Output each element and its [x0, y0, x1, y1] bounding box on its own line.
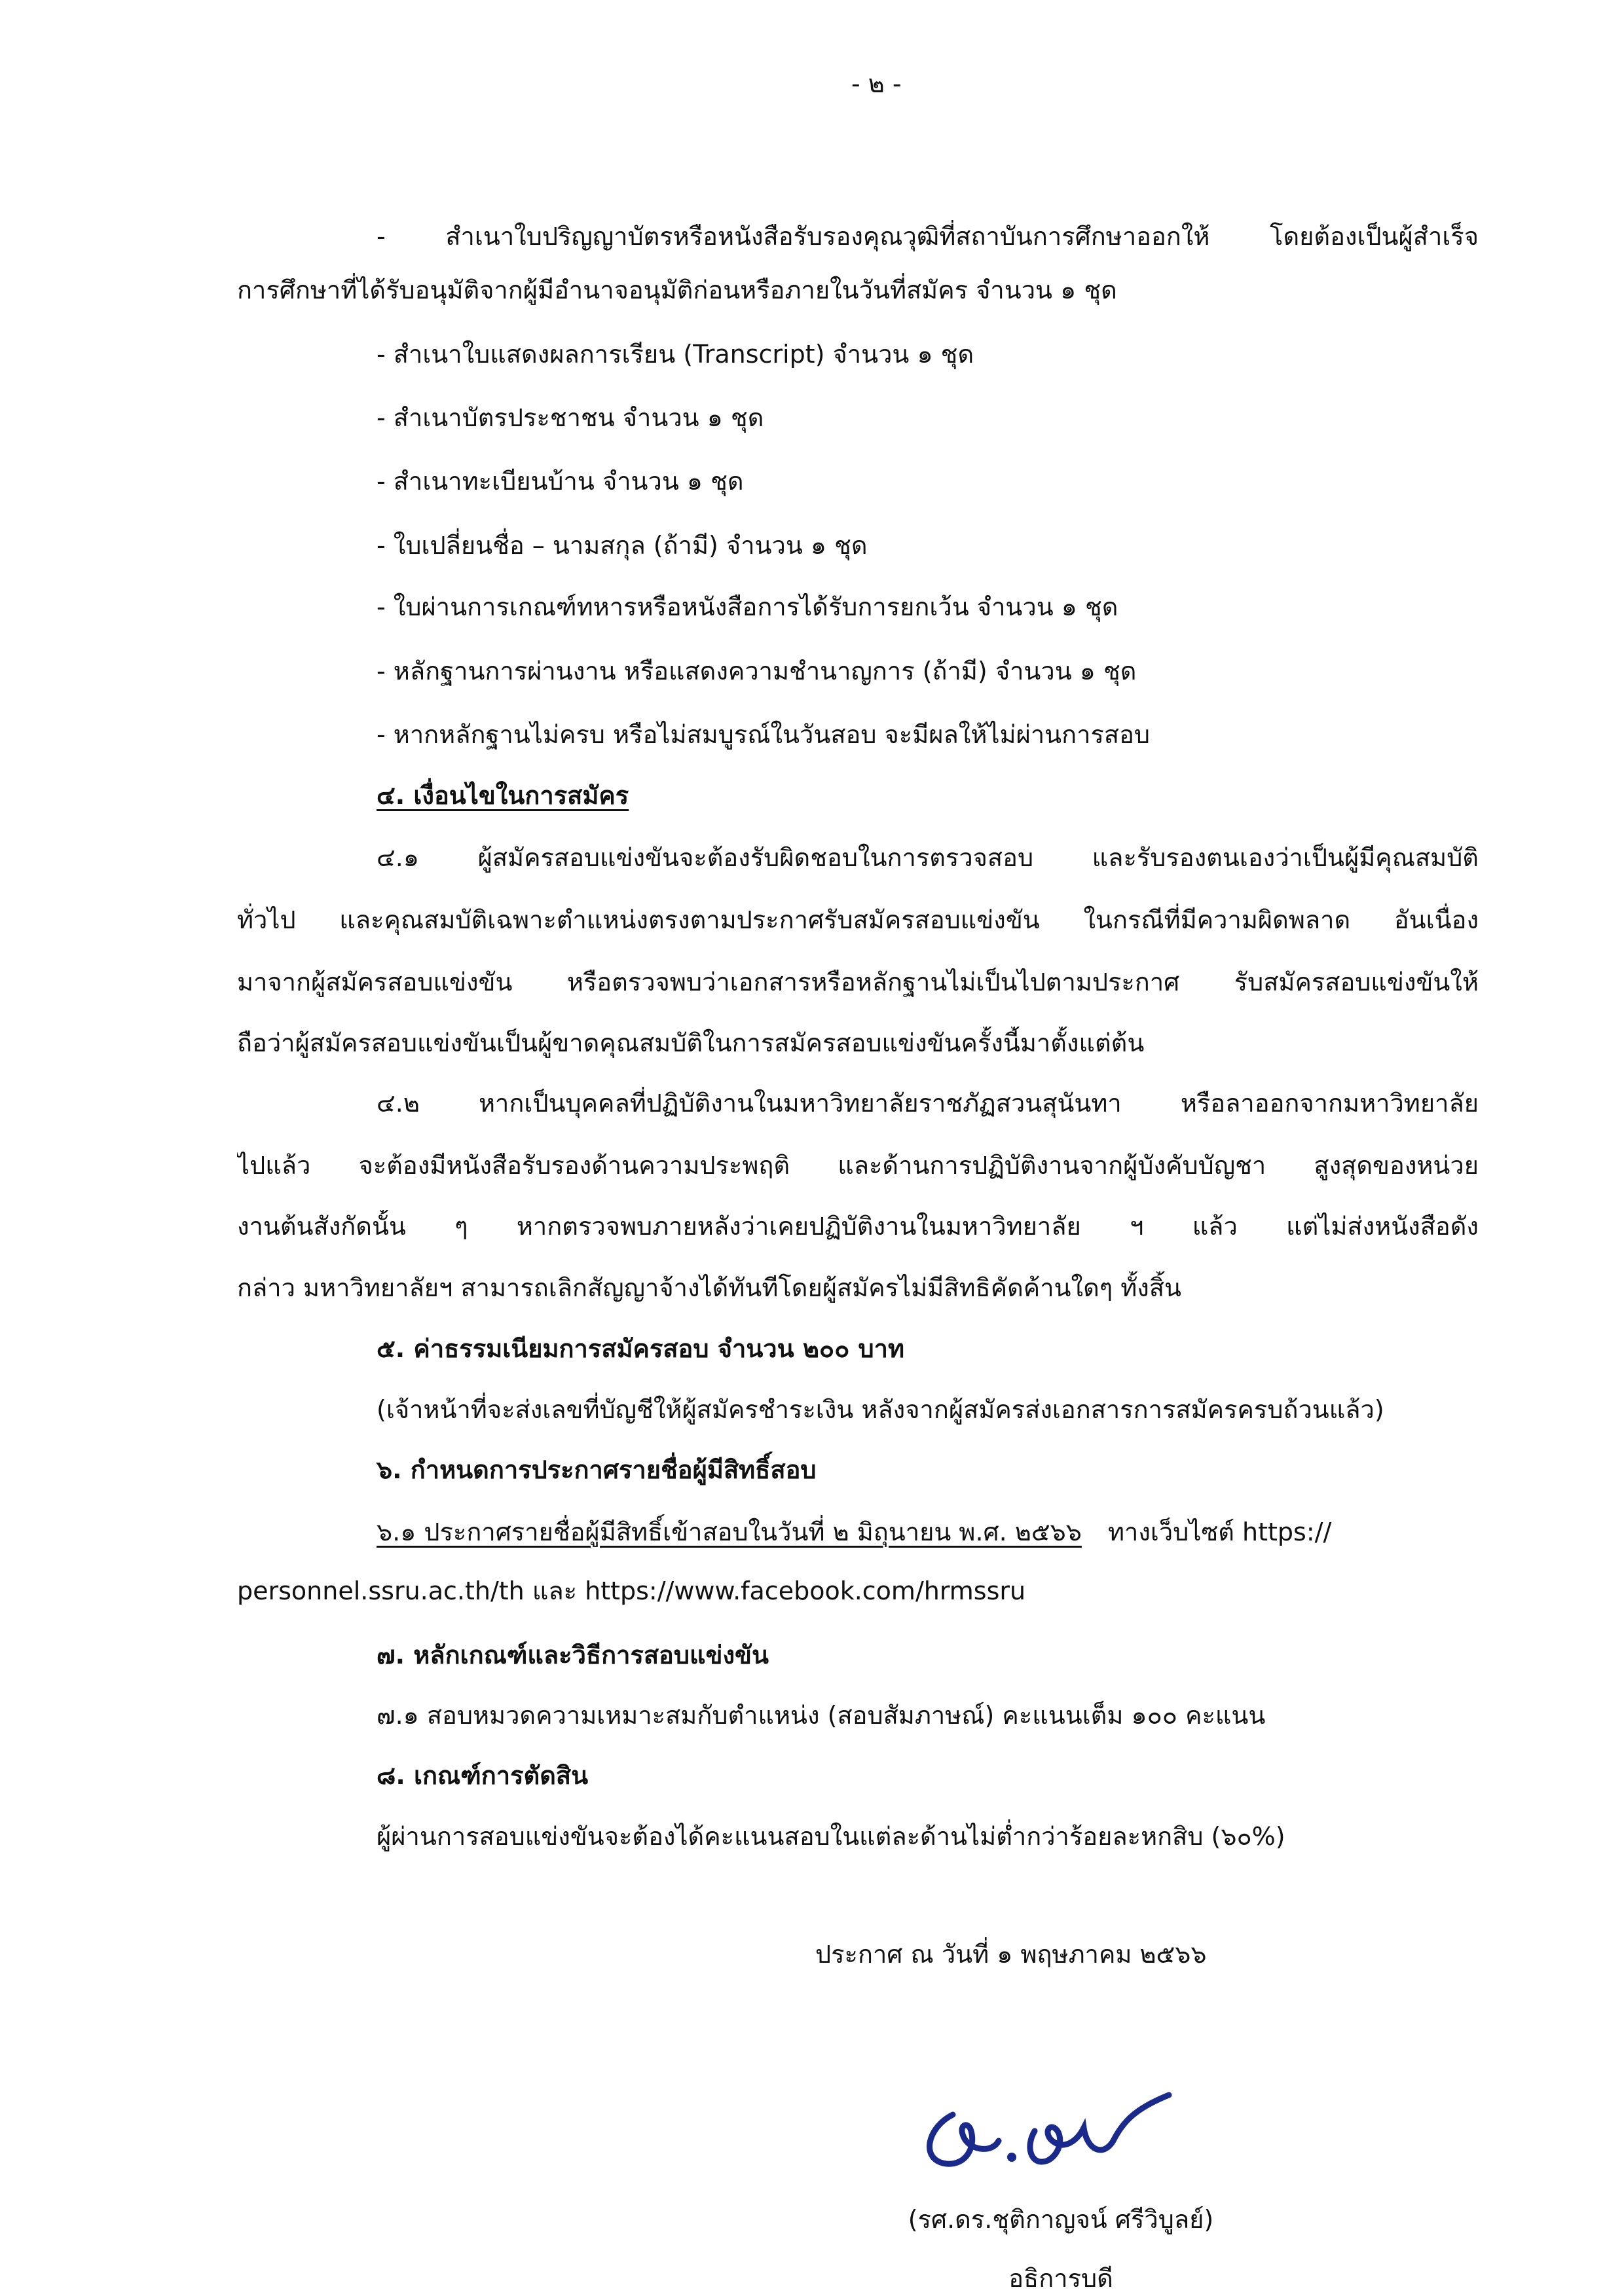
- doc-item: - สำเนาใบแสดงผลการเรียน (Transcript) จำนวน ๑ ชุด: [377, 340, 974, 369]
- doc-item: - หลักฐานการผ่านงาน หรือแสดงความชำนาญการ (ถ้ามี) จำนวน ๑ ชุด: [377, 657, 1137, 685]
- announcement-date: ประกาศ ณ วันที่ ๑ พฤษภาคม ๒๕๖๖: [815, 1940, 1207, 1969]
- docs-intro-line-1: - สำเนาใบปริญญาบัตรหรือหนังสือรับรองคุณวุฒิที่สถาบันการศึกษาออกให้ โดยต้องเป็นผู้สำเร็จ: [377, 222, 1479, 251]
- section-5-note: (เจ้าหน้าที่จะส่งเลขที่บัญชีให้ผู้สมัครชำระเงิน หลังจากผู้สมัครส่งเอกสารการสมัครครบถ้วนแล้ว): [377, 1395, 1384, 1424]
- signer-name: (รศ.ดร.ชุติกาญจน์ ศรีวิบูลย์): [908, 2205, 1214, 2234]
- section-6-heading: ๖. กำหนดการประกาศรายชื่อผู้มีสิทธิ์สอบ: [377, 1455, 817, 1484]
- doc-item: - ใบผ่านการเกณฑ์ทหารหรือหนังสือการได้รับการยกเว้น จำนวน ๑ ชุด: [377, 592, 1118, 621]
- section-4-2-line: กล่าว มหาวิทยาลัยฯ สามารถเลิกสัญญาจ้างได้ทันทีโดยผู้สมัครไม่มีสิทธิคัดค้านใดๆ ทั้งสิ้น: [237, 1273, 1182, 1302]
- section-4-2-line: งานต้นสังกัดนั้น ๆ หากตรวจพบภายหลังว่าเคยปฏิบัติงานในมหาวิทยาลัย ฯ แล้ว แต่ไม่ส่งหนังสือดัง: [237, 1212, 1479, 1241]
- doc-item: - สำเนาบัตรประชาชน จำนวน ๑ ชุด: [377, 403, 764, 432]
- section-4-2-line: ไปแล้ว จะต้องมีหนังสือรับรองด้านความประพฤติ และด้านการปฏิบัติงานจากผู้บังคับบัญชา สูงสุดของหน่วย: [237, 1151, 1479, 1180]
- doc-item: - หากหลักฐานไม่ครบ หรือไม่สมบูรณ์ในวันสอบ จะมีผลให้ไม่ผ่านการสอบ: [377, 720, 1151, 749]
- section-4-2-line: ๔.๒ หากเป็นบุคคลที่ปฏิบัติงานในมหาวิทยาลัยราชภัฏสวนสุนันทา หรือลาออกจากมหาวิทยาลัย: [377, 1089, 1479, 1118]
- signature-image: [913, 2069, 1215, 2180]
- section-4-1-line: มาจากผู้สมัครสอบแข่งขัน หรือตรวจพบว่าเอกสารหรือหลักฐานไม่เป็นไปตามประกาศ รับสมัครสอบแข่งขันให้: [237, 968, 1479, 996]
- section-7-heading: ๗. หลักเกณฑ์และวิธีการสอบแข่งขัน: [377, 1641, 769, 1669]
- section-4-1-line: ๔.๑ ผู้สมัครสอบแข่งขันจะต้องรับผิดชอบในการตรวจสอบ และรับรองตนเองว่าเป็นผู้มีคุณสมบัติ: [377, 843, 1479, 872]
- announcement-date-underlined: ๖.๑ ประกาศรายชื่อผู้มีสิทธิ์เข้าสอบในวันที่ ๒ มิถุนายน พ.ศ. ๒๕๖๖: [377, 1518, 1082, 1546]
- section-8-line: ผู้ผ่านการสอบแข่งขันจะต้องได้คะแนนสอบในแต่ละด้านไม่ต่ำกว่าร้อยละหกสิบ (๖๐%): [377, 1822, 1285, 1851]
- section-4-heading: ๔. เงื่อนไขในการสมัคร: [377, 781, 629, 810]
- page-number: - ๒ -: [851, 69, 902, 98]
- website-label: ทางเว็บไซต์ https://: [1107, 1518, 1332, 1546]
- section-6-line-2: personnel.ssru.ac.th/th และ https://www.facebook.com/hrmssru: [237, 1576, 1026, 1605]
- section-4-1-line: ทั่วไป และคุณสมบัติเฉพาะตำแหน่งตรงตามประกาศรับสมัครสอบแข่งขัน ในกรณีที่มีความผิดพลาด อันเนื่อง: [237, 905, 1479, 934]
- section-6-line-1: [377, 1516, 1331, 1548]
- section-5-heading: ๕. ค่าธรรมเนียมการสมัครสอบ จำนวน ๒๐๐ บาท: [377, 1334, 905, 1363]
- section-7-line: ๗.๑ สอบหมวดความเหมาะสมกับตำแหน่ง (สอบสัมภาษณ์) คะแนนเต็ม ๑๐๐ คะแนน: [377, 1701, 1266, 1730]
- signer-title: อธิการบดี: [1008, 2264, 1113, 2293]
- section-4-1-line: ถือว่าผู้สมัครสอบแข่งขันเป็นผู้ขาดคุณสมบัติในการสมัครสอบแข่งขันครั้งนี้มาตั้งแต่ต้น: [237, 1029, 1145, 1057]
- doc-item: - สำเนาทะเบียนบ้าน จำนวน ๑ ชุด: [377, 467, 744, 496]
- section-8-heading: ๘. เกณฑ์การตัดสิน: [377, 1761, 589, 1790]
- doc-item: - ใบเปลี่ยนชื่อ – นามสกุล (ถ้ามี) จำนวน ๑ ชุด: [377, 531, 868, 560]
- docs-intro-line-2: การศึกษาที่ได้รับอนุมัติจากผู้มีอำนาจอนุมัติก่อนหรือภายในวันที่สมัคร จำนวน ๑ ชุด: [237, 276, 1117, 304]
